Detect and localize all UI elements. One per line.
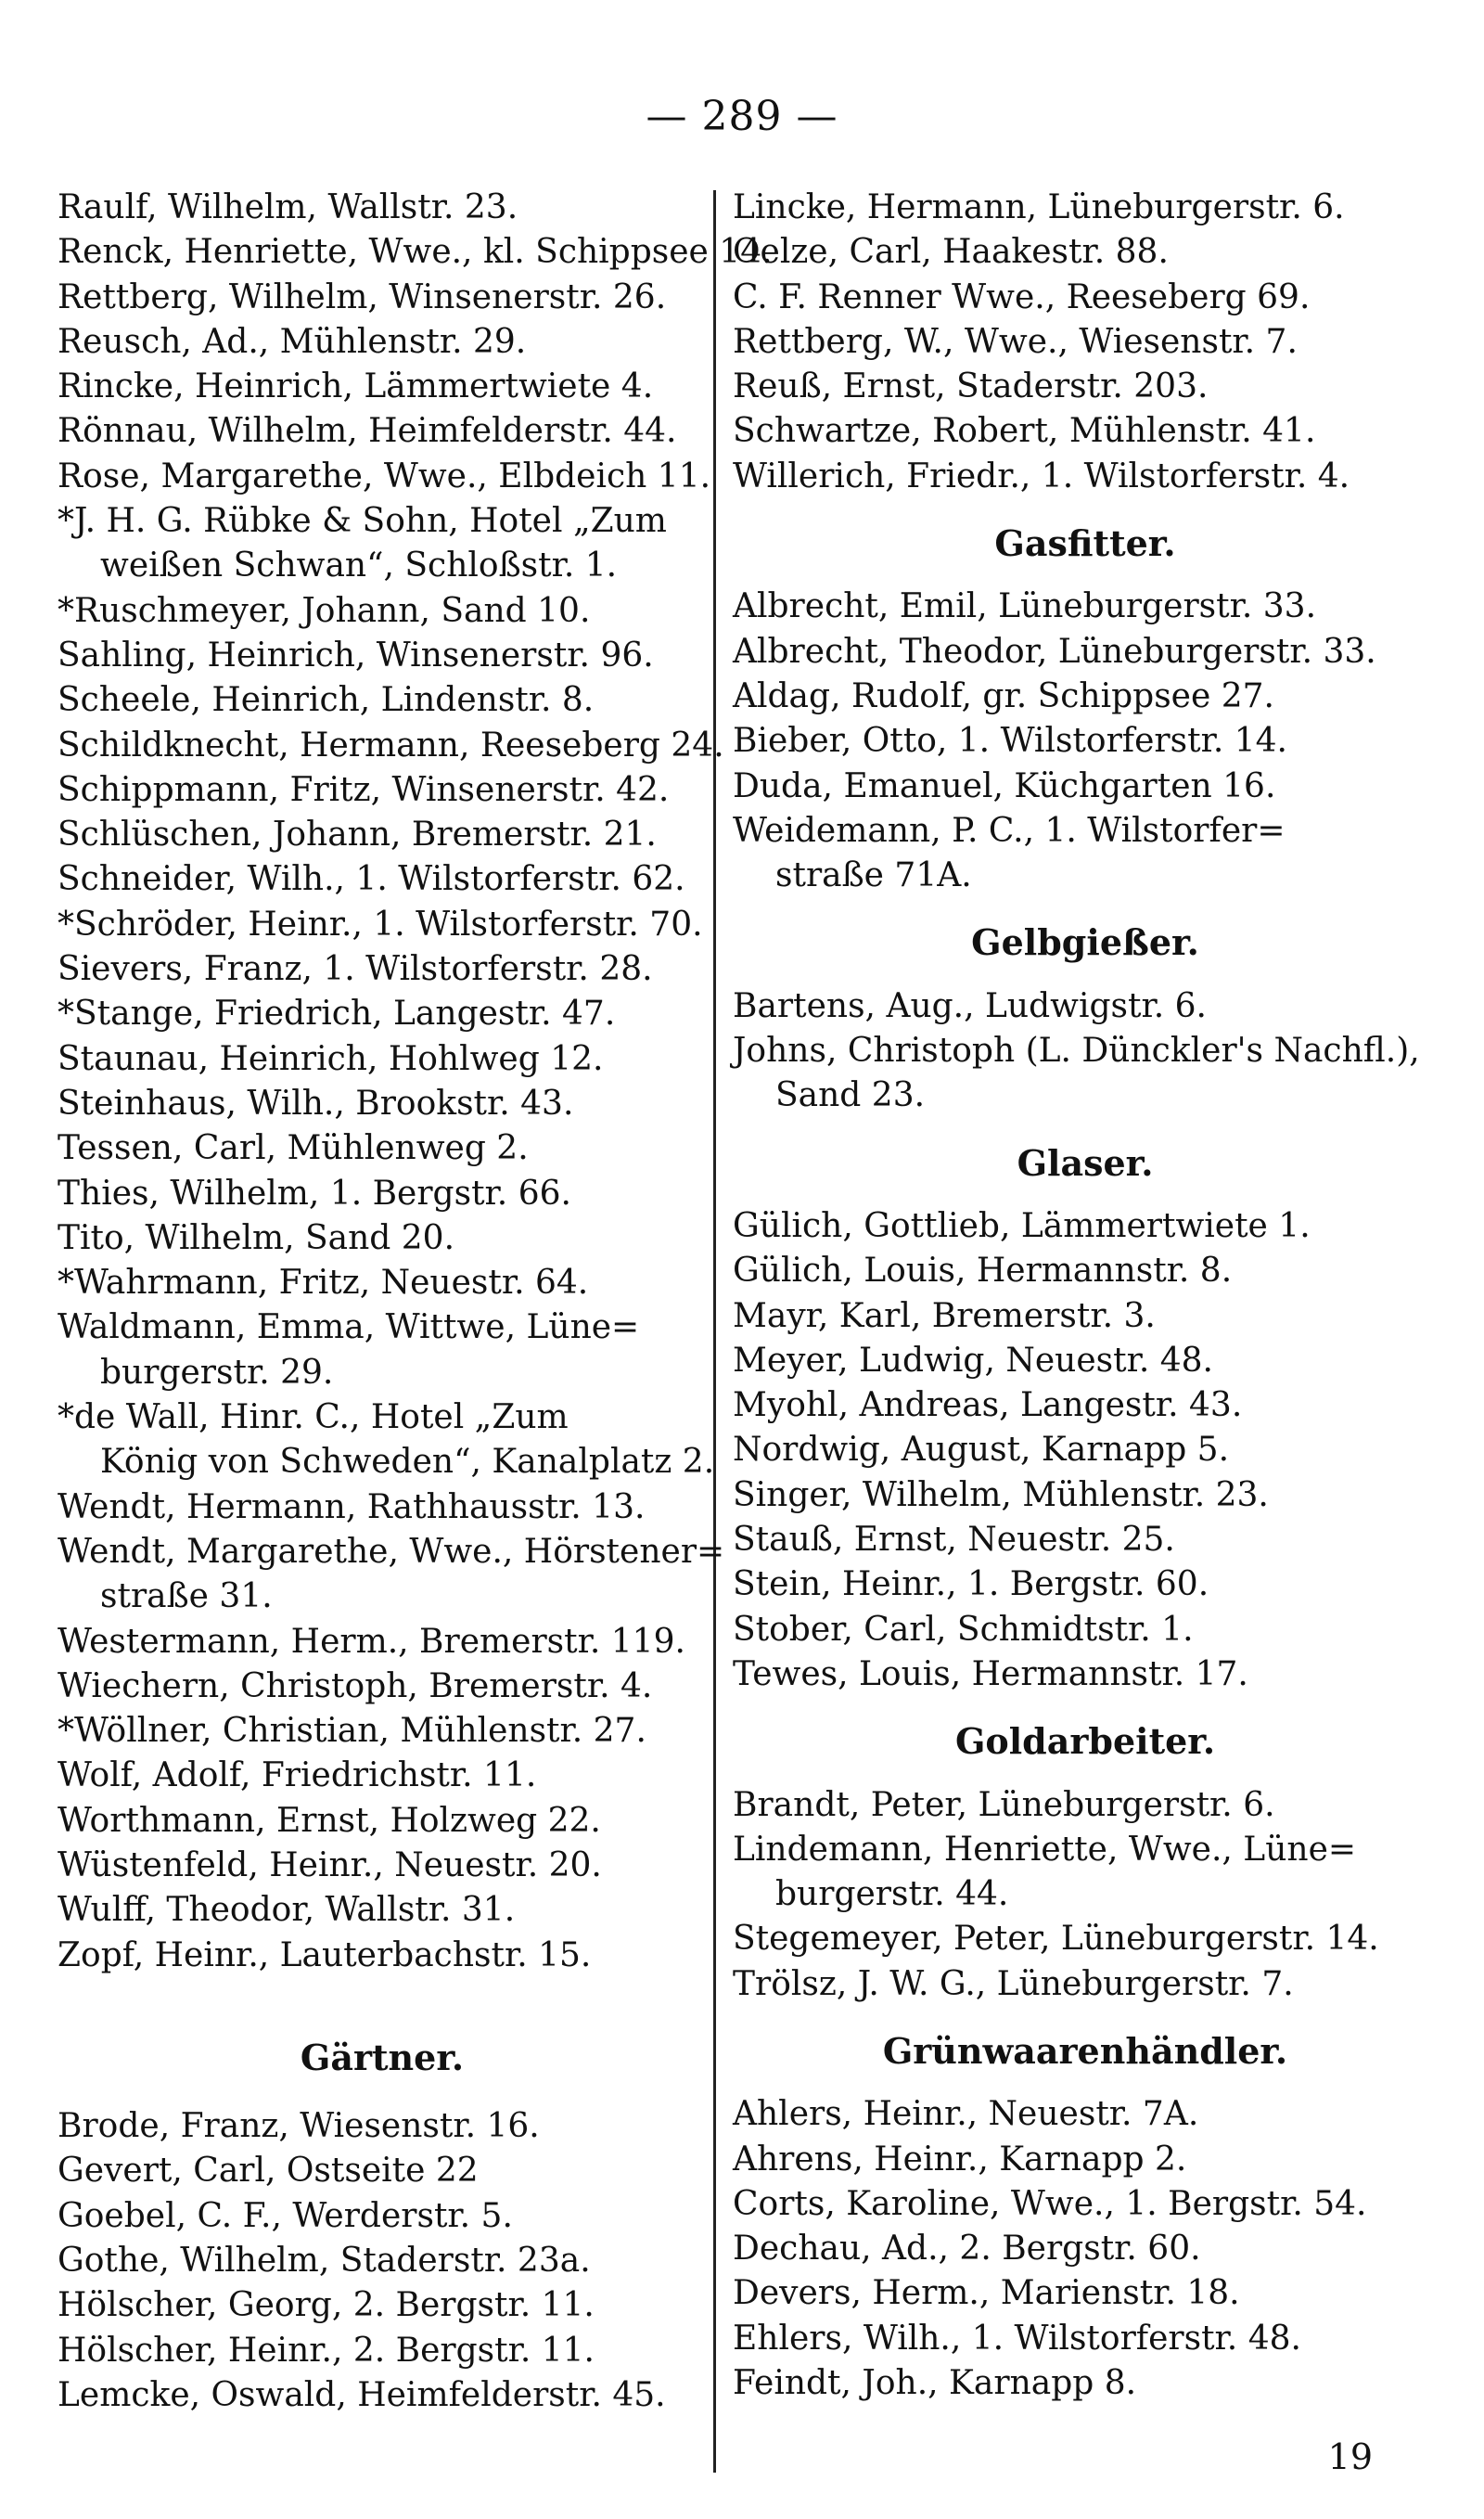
directory-entry bbox=[733, 1473, 1438, 1518]
entry-text: Gülich, Louis, Hermannstr. 8. bbox=[733, 1252, 1233, 1291]
entry-text: Rettberg, W., Wwe., Wiesenstr. 7. bbox=[733, 322, 1298, 361]
entry-text: Johns, Christoph (L. Dünckler's Nachfl.), bbox=[733, 1032, 1420, 1071]
directory-entry bbox=[733, 719, 1438, 764]
directory-entry bbox=[733, 1652, 1438, 1697]
directory-entry bbox=[58, 768, 707, 813]
directory-entry bbox=[58, 1620, 707, 1664]
entry-text: Stauß, Ernst, Neuestr. 25. bbox=[733, 1521, 1175, 1560]
entry-text: Tewes, Louis, Hermannstr. 17. bbox=[733, 1654, 1248, 1693]
entry-text: Weidemann, P. C., 1. Wilstorfer= bbox=[733, 811, 1286, 850]
entry-text: *Wöllner, Christian, Mühlenstr. 27. bbox=[58, 1712, 646, 1751]
directory-entry bbox=[733, 2361, 1438, 2406]
section-heading: Grünwaarenhändler. bbox=[882, 2029, 1288, 2072]
directory-entry bbox=[733, 409, 1438, 454]
directory-entry bbox=[58, 2194, 707, 2239]
directory-entry bbox=[58, 813, 707, 857]
entry-text: Scheele, Heinrich, Lindenstr. 8. bbox=[58, 681, 595, 720]
entry-text: Steinhaus, Wilh., Brookstr. 43. bbox=[58, 1084, 574, 1123]
entry-text: Oelze, Carl, Haakestr. 88. bbox=[733, 233, 1169, 272]
directory-entry bbox=[58, 1844, 707, 1888]
entry-text: *Stange, Friedrich, Langestr. 47. bbox=[58, 995, 616, 1034]
entry-text: Schippmann, Fritz, Winsenerstr. 42. bbox=[58, 770, 670, 809]
entry-continuation: König von Schweden“, Kanalplatz 2. bbox=[100, 1443, 715, 1482]
directory-entry bbox=[58, 1709, 707, 1754]
entry-text: Goebel, C. F., Werderstr. 5. bbox=[58, 2196, 513, 2235]
entry-text: Stegemeyer, Peter, Lüneburgerstr. 14. bbox=[733, 1920, 1379, 1959]
directory-entry bbox=[58, 2329, 707, 2373]
directory-entry bbox=[733, 2182, 1438, 2227]
directory-entry bbox=[733, 365, 1438, 409]
directory-entry bbox=[58, 1754, 707, 1798]
directory-entry bbox=[58, 1037, 707, 1082]
entry-text: Rettberg, Wilhelm, Winsenerstr. 26. bbox=[58, 277, 667, 316]
entry-text: *Schröder, Heinr., 1. Wilstorferstr. 70. bbox=[58, 905, 703, 944]
signature-mark: 19 bbox=[1327, 2436, 1373, 2477]
entry-text: *de Wall, Hinr. C., Hotel „Zum bbox=[58, 1398, 569, 1437]
directory-entry bbox=[58, 678, 707, 723]
entry-text: Wüstenfeld, Heinr., Neuestr. 20. bbox=[58, 1845, 602, 1884]
directory-entry bbox=[733, 1204, 1438, 1249]
directory-entry bbox=[733, 1428, 1438, 1472]
directory-entry bbox=[733, 1249, 1438, 1293]
entry-text: Myohl, Andreas, Langestr. 43. bbox=[733, 1386, 1243, 1425]
entry-text: Stein, Heinr., 1. Bergstr. 60. bbox=[733, 1565, 1209, 1604]
directory-entry bbox=[733, 230, 1438, 275]
entry-text: Wendt, Hermann, Rathhausstr. 13. bbox=[58, 1487, 646, 1526]
entry-continuation: burgerstr. 29. bbox=[100, 1353, 334, 1392]
entry-text: *Ruschmeyer, Johann, Sand 10. bbox=[58, 591, 591, 630]
entry-text: Aldag, Rudolf, gr. Schippsee 27. bbox=[733, 676, 1274, 715]
entry-text: Gothe, Wilhelm, Staderstr. 23a. bbox=[58, 2242, 591, 2281]
directory-entry bbox=[733, 186, 1438, 230]
directory-entry bbox=[58, 724, 724, 768]
directory-entry bbox=[733, 1828, 1438, 1918]
directory-entry bbox=[733, 2138, 1438, 2182]
entry-text: *Wahrmann, Fritz, Neuestr. 64. bbox=[58, 1264, 589, 1303]
entry-text: Bartens, Aug., Ludwigstr. 6. bbox=[733, 986, 1207, 1025]
entry-text: Trölsz, J. W. G., Lüneburgerstr. 7. bbox=[733, 1964, 1294, 2003]
directory-entry bbox=[58, 276, 707, 320]
entry-text: Wendt, Margarethe, Wwe., Hörstener= bbox=[58, 1532, 725, 1571]
entry-text: Schneider, Wilh., 1. Wilstorferstr. 62. bbox=[58, 860, 685, 899]
directory-entry bbox=[733, 765, 1438, 809]
entry-text: Schlüschen, Johann, Bremerstr. 21. bbox=[58, 816, 657, 855]
directory-entry bbox=[733, 1917, 1438, 1961]
column-divider bbox=[713, 190, 716, 2473]
directory-entry bbox=[58, 1530, 725, 1620]
entry-text: Sievers, Franz, 1. Wilstorferstr. 28. bbox=[58, 950, 653, 989]
section-heading: Gärtner. bbox=[300, 2036, 465, 2078]
directory-entry bbox=[58, 2373, 707, 2418]
entry-text: Zopf, Heinr., Lauterbachstr. 15. bbox=[58, 1935, 592, 1974]
directory-entry bbox=[733, 984, 1438, 1029]
entry-text: *J. H. G. Rübke & Sohn, Hotel „Zum bbox=[58, 502, 667, 541]
entry-text: Gevert, Carl, Ostseite 22 bbox=[58, 2152, 479, 2191]
section-heading: Glaser. bbox=[1017, 1141, 1154, 1184]
directory-entry bbox=[733, 1294, 1438, 1339]
entry-text: Lindemann, Henriette, Wwe., Lüne= bbox=[733, 1830, 1357, 1869]
directory-entry bbox=[58, 499, 707, 589]
directory-entry bbox=[58, 947, 707, 992]
directory-entry bbox=[733, 809, 1438, 899]
directory-entry bbox=[733, 276, 1438, 320]
entry-text: Tito, Wilhelm, Sand 20. bbox=[58, 1218, 455, 1257]
entry-text: Hölscher, Heinr., 2. Bergstr. 11. bbox=[58, 2331, 595, 2370]
right-column bbox=[733, 186, 1438, 2406]
section-heading: Gasfitter. bbox=[994, 522, 1176, 565]
entry-text: Schwartze, Robert, Mühlenstr. 41. bbox=[733, 412, 1316, 451]
entry-continuation: burgerstr. 44. bbox=[775, 1875, 1009, 1914]
directory-entry bbox=[58, 2149, 707, 2193]
directory-entry bbox=[733, 1962, 1438, 2007]
page-number: — 289 — bbox=[646, 93, 838, 140]
entry-text: Reusch, Ad., Mühlenstr. 29. bbox=[58, 322, 527, 361]
directory-entry bbox=[58, 2239, 707, 2283]
directory-entry bbox=[733, 1608, 1438, 1652]
directory-entry bbox=[733, 675, 1438, 719]
directory-entry bbox=[58, 2104, 707, 2149]
directory-entry bbox=[58, 1799, 707, 1844]
entry-text: Brandt, Peter, Lüneburgerstr. 6. bbox=[733, 1785, 1275, 1824]
entry-text: Staunau, Heinrich, Hohlweg 12. bbox=[58, 1039, 604, 1078]
entry-text: Devers, Herm., Marienstr. 18. bbox=[733, 2274, 1240, 2313]
entry-text: Feindt, Joh., Karnapp 8. bbox=[733, 2364, 1137, 2403]
directory-entry bbox=[733, 1383, 1438, 1428]
directory-entry bbox=[733, 320, 1438, 365]
entry-text: Nordwig, August, Karnapp 5. bbox=[733, 1431, 1230, 1470]
entry-text: Rönnau, Wilhelm, Heimfelderstr. 44. bbox=[58, 412, 677, 451]
directory-entry bbox=[58, 365, 707, 409]
entry-text: Tessen, Carl, Mühlenweg 2. bbox=[58, 1129, 529, 1168]
directory-entry bbox=[733, 1783, 1438, 1828]
entry-text: Corts, Karoline, Wwe., 1. Bergstr. 54. bbox=[733, 2184, 1367, 2223]
entry-text: Bieber, Otto, 1. Wilstorferstr. 14. bbox=[733, 722, 1287, 761]
directory-entry bbox=[733, 630, 1438, 675]
directory-entry bbox=[58, 230, 773, 275]
entry-text: Ehlers, Wilh., 1. Wilstorferstr. 48. bbox=[733, 2319, 1301, 2358]
entry-text: Stober, Carl, Schmidtstr. 1. bbox=[733, 1610, 1194, 1649]
directory-entry bbox=[58, 857, 707, 902]
directory-entry bbox=[58, 320, 707, 365]
entry-text: Raulf, Wilhelm, Wallstr. 23. bbox=[58, 188, 518, 226]
entry-text: Waldmann, Emma, Wittwe, Lüne= bbox=[58, 1308, 640, 1347]
directory-entry bbox=[58, 1395, 715, 1485]
directory-entry bbox=[58, 1216, 707, 1261]
directory-entry bbox=[58, 1261, 707, 1305]
entry-text: Dechau, Ad., 2. Bergstr. 60. bbox=[733, 2230, 1201, 2268]
entry-text: Brode, Franz, Wiesenstr. 16. bbox=[58, 2107, 540, 2146]
directory-entry bbox=[58, 992, 707, 1036]
directory-entry bbox=[58, 1664, 707, 1709]
entry-text: Lemcke, Oswald, Heimfelderstr. 45. bbox=[58, 2375, 666, 2414]
entry-text: Wolf, Adolf, Friedrichstr. 11. bbox=[58, 1756, 537, 1795]
directory-entry bbox=[58, 1485, 707, 1530]
entry-text: Hölscher, Georg, 2. Bergstr. 11. bbox=[58, 2286, 595, 2325]
entry-text: Schildknecht, Hermann, Reeseberg 24. bbox=[58, 726, 724, 765]
entry-text: Albrecht, Theodor, Lüneburgerstr. 33. bbox=[733, 632, 1376, 671]
entry-text: Ahrens, Heinr., Karnapp 2. bbox=[733, 2140, 1187, 2178]
directory-entry bbox=[58, 1888, 707, 1933]
directory-entry bbox=[58, 455, 711, 499]
directory-entry bbox=[733, 2092, 1438, 2137]
entry-text: Wiechern, Christoph, Bremerstr. 4. bbox=[58, 1666, 653, 1705]
directory-entry bbox=[733, 1562, 1438, 1607]
section-heading: Goldarbeiter. bbox=[954, 1720, 1216, 1763]
entry-text: Willerich, Friedr., 1. Wilstorferstr. 4. bbox=[733, 456, 1350, 495]
entry-text: Reuß, Ernst, Staderstr. 203. bbox=[733, 367, 1209, 406]
entry-text: Worthmann, Ernst, Holzweg 22. bbox=[58, 1801, 601, 1840]
entry-continuation: Sand 23. bbox=[775, 1076, 926, 1115]
directory-entry bbox=[733, 455, 1438, 499]
directory-entry bbox=[733, 2317, 1438, 2361]
entry-text: Singer, Wilhelm, Mühlenstr. 23. bbox=[733, 1475, 1269, 1514]
directory-entry bbox=[58, 903, 707, 947]
entry-text: Rincke, Heinrich, Lämmertwiete 4. bbox=[58, 367, 654, 406]
section-heading: Gelbgießer. bbox=[971, 921, 1199, 964]
directory-entry bbox=[733, 585, 1438, 629]
entry-text: C. F. Renner Wwe., Reeseberg 69. bbox=[733, 277, 1311, 316]
entry-text: Westermann, Herm., Bremerstr. 119. bbox=[58, 1622, 685, 1661]
entry-continuation: straße 71A. bbox=[775, 856, 972, 895]
directory-entry bbox=[58, 1082, 707, 1126]
entry-text: Sahling, Heinrich, Winsenerstr. 96. bbox=[58, 636, 654, 675]
directory-entry bbox=[58, 186, 707, 230]
directory-entry bbox=[58, 1305, 707, 1395]
directory-entry bbox=[58, 634, 707, 678]
entry-text: Meyer, Ludwig, Neuestr. 48. bbox=[733, 1341, 1213, 1380]
entry-continuation: weißen Schwan“, Schloßstr. 1. bbox=[100, 546, 618, 585]
directory-entry bbox=[733, 1339, 1438, 1383]
entry-text: Renck, Henriette, Wwe., kl. Schippsee 14. bbox=[58, 233, 773, 272]
directory-entry bbox=[58, 1126, 707, 1171]
directory-entry bbox=[733, 1029, 1438, 1119]
directory-entry bbox=[58, 589, 707, 634]
entry-text: Mayr, Karl, Bremerstr. 3. bbox=[733, 1296, 1156, 1335]
directory-entry bbox=[733, 2227, 1438, 2271]
directory-entry bbox=[733, 2271, 1438, 2316]
entry-text: Gülich, Gottlieb, Lämmertwiete 1. bbox=[733, 1206, 1311, 1245]
directory-entry bbox=[58, 1172, 707, 1216]
entry-text: Thies, Wilhelm, 1. Bergstr. 66. bbox=[58, 1174, 571, 1213]
entry-text: Wulff, Theodor, Wallstr. 31. bbox=[58, 1891, 516, 1930]
directory-entry bbox=[58, 1934, 707, 1978]
directory-entry bbox=[58, 409, 707, 454]
entry-text: Albrecht, Emil, Lüneburgerstr. 33. bbox=[733, 587, 1317, 626]
entry-text: Lincke, Hermann, Lüneburgerstr. 6. bbox=[733, 188, 1345, 226]
directory-entry bbox=[58, 2283, 707, 2328]
entry-continuation: straße 31. bbox=[100, 1577, 273, 1616]
entry-text: Ahlers, Heinr., Neuestr. 7A. bbox=[733, 2095, 1199, 2134]
entry-text: Rose, Margarethe, Wwe., Elbdeich 11. bbox=[58, 456, 711, 495]
entry-text: Duda, Emanuel, Küchgarten 16. bbox=[733, 766, 1276, 805]
directory-entry bbox=[733, 1518, 1438, 1562]
left-column bbox=[58, 186, 773, 2418]
